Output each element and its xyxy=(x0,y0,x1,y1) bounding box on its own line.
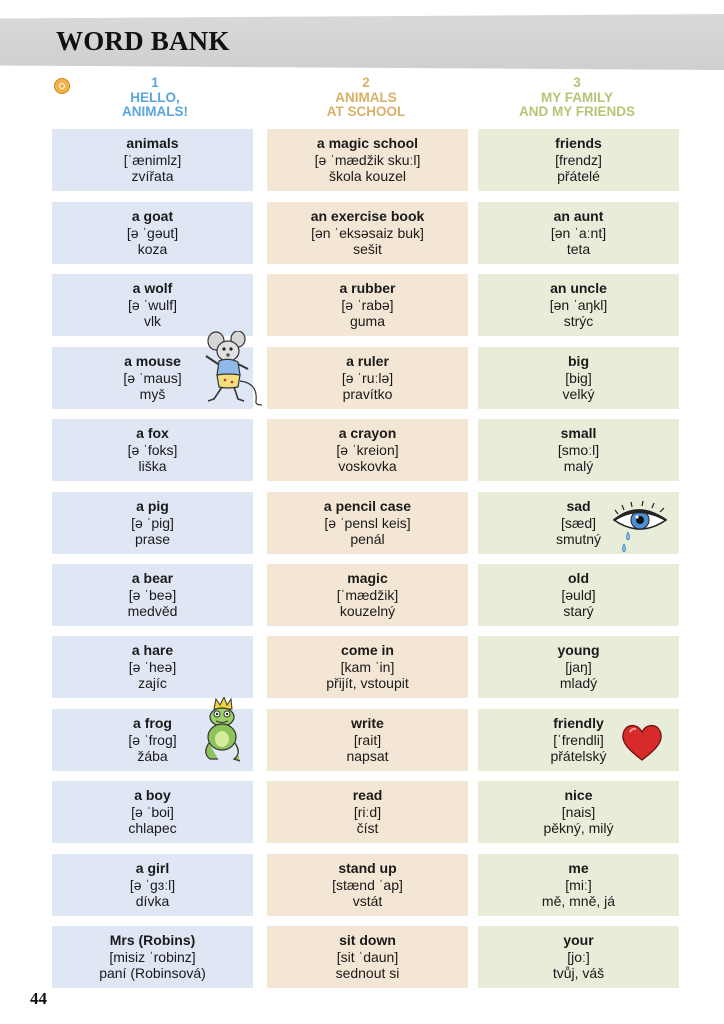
word-card xyxy=(52,854,253,916)
pronunciation: [ən ˈaŋkl] xyxy=(549,296,608,313)
word: a pencil case xyxy=(323,498,412,514)
word: a girl xyxy=(135,860,170,876)
translation: mě, mně, já xyxy=(541,893,616,909)
word: a boy xyxy=(134,787,171,803)
word: young xyxy=(557,642,600,658)
pronunciation: [əuld] xyxy=(561,586,596,603)
word: old xyxy=(568,570,589,586)
word: a rubber xyxy=(339,280,396,296)
word-card xyxy=(478,347,679,409)
word-card xyxy=(478,854,679,916)
word-card xyxy=(52,492,253,554)
pronunciation: [ə ˈfoks] xyxy=(127,441,178,458)
word: your xyxy=(563,932,594,948)
column-title-line: HELLO, xyxy=(130,89,180,105)
word: friends xyxy=(555,135,602,151)
mouse-icon xyxy=(200,331,266,407)
translation: kouzelný xyxy=(339,603,396,619)
word: a hare xyxy=(131,642,174,658)
pronunciation: [big] xyxy=(565,369,592,386)
word-card xyxy=(478,636,679,698)
translation: strýc xyxy=(563,313,594,329)
translation: prase xyxy=(134,531,171,547)
word: a crayon xyxy=(338,425,397,441)
translation: sešit xyxy=(353,241,382,257)
translation: paní (Robinsová) xyxy=(99,965,206,981)
translation: tvůj, váš xyxy=(552,965,605,981)
word: big xyxy=(568,353,589,369)
pronunciation: [nais] xyxy=(561,803,596,820)
word: a fox xyxy=(136,425,169,441)
pronunciation: [ən ˈaːnt] xyxy=(550,224,607,241)
word: write xyxy=(351,715,384,731)
pronunciation: [ə ˈpensl keis] xyxy=(324,514,411,531)
word: come in xyxy=(341,642,394,658)
pronunciation: [ˈfrendli] xyxy=(553,731,604,748)
pronunciation: [riːd] xyxy=(353,803,382,820)
word-card xyxy=(267,129,468,191)
pronunciation: [ə ˈboi] xyxy=(131,803,174,820)
translation: pravítko xyxy=(342,386,393,402)
pronunciation: [ə ˈfrog] xyxy=(128,731,177,748)
translation: dívka xyxy=(135,893,170,909)
column-title-line: ANIMALS xyxy=(335,89,397,105)
word-card xyxy=(267,419,468,481)
translation: zajíc xyxy=(138,675,167,691)
word-card xyxy=(52,926,253,988)
word-card xyxy=(478,274,679,336)
pronunciation: [miː] xyxy=(565,876,592,893)
word-card xyxy=(478,781,679,843)
translation: chlapec xyxy=(128,820,177,836)
word-card xyxy=(267,926,468,988)
pronunciation: [smoːl] xyxy=(557,441,600,458)
word: an uncle xyxy=(550,280,607,296)
page-title: WORD BANK xyxy=(56,26,230,56)
pronunciation: [ə ˈwulf] xyxy=(127,296,177,313)
word-card xyxy=(52,274,253,336)
translation: voskovka xyxy=(338,458,397,474)
word-card xyxy=(52,129,253,191)
word: an aunt xyxy=(553,208,604,224)
column-header-1 xyxy=(55,76,255,120)
pronunciation: [sit ˈdaun] xyxy=(336,948,399,965)
pronunciation: [ə ˈheə] xyxy=(128,658,177,675)
pronunciation: [kam ˈin] xyxy=(340,658,395,675)
translation: guma xyxy=(349,313,386,329)
translation: starý xyxy=(563,603,594,619)
crying-eye-icon xyxy=(610,500,670,558)
pronunciation: [sæd] xyxy=(560,514,596,531)
word-card xyxy=(267,492,468,554)
word: a magic school xyxy=(316,135,419,151)
column-number: 2 xyxy=(362,75,370,90)
word-card xyxy=(52,564,253,626)
pronunciation: [joː] xyxy=(567,948,590,965)
word-card xyxy=(478,419,679,481)
word-card xyxy=(52,202,253,264)
translation: pěkný, milý xyxy=(543,820,614,836)
word: stand up xyxy=(338,860,397,876)
translation: penál xyxy=(350,531,385,547)
word-card xyxy=(267,636,468,698)
pronunciation: [ə ˈgəut] xyxy=(126,224,179,241)
translation: mladý xyxy=(559,675,598,691)
pronunciation: [ə ˈmaus] xyxy=(123,369,182,386)
word-card xyxy=(267,709,468,771)
pronunciation: [ə ˈrabə] xyxy=(341,296,394,313)
word: Mrs (Robins) xyxy=(109,932,196,948)
translation: zvířata xyxy=(131,168,174,184)
translation: vlk xyxy=(143,313,162,329)
translation: napsat xyxy=(346,748,389,764)
word: small xyxy=(560,425,597,441)
word-card xyxy=(478,564,679,626)
translation: smutný xyxy=(555,531,602,547)
word: an exercise book xyxy=(310,208,425,224)
translation: vstát xyxy=(352,893,383,909)
column-title-line: MY FAMILY xyxy=(540,89,613,105)
word: a goat xyxy=(131,208,174,224)
word: magic xyxy=(347,570,388,586)
translation: koza xyxy=(137,241,168,257)
translation: žába xyxy=(137,748,168,764)
pronunciation: [ə ˈruːlə] xyxy=(341,369,394,386)
translation: myš xyxy=(139,386,166,402)
translation: sednout si xyxy=(335,965,400,981)
heart-icon xyxy=(620,722,664,762)
frog-icon xyxy=(200,697,244,767)
translation: malý xyxy=(563,458,594,474)
column-title-line: ANIMALS! xyxy=(122,104,188,119)
column-title-line: AT SCHOOL xyxy=(326,104,406,119)
word: a ruler xyxy=(346,353,389,369)
word: me xyxy=(568,860,589,876)
pronunciation: [ə ˈbeə] xyxy=(128,586,177,603)
translation: medvěd xyxy=(127,603,178,619)
word: sit down xyxy=(339,932,396,948)
pronunciation: [ˈænimlz] xyxy=(123,151,182,168)
translation: přátelský xyxy=(550,748,607,764)
translation: liška xyxy=(138,458,167,474)
pronunciation: [jaŋ] xyxy=(565,658,592,675)
column-number: 3 xyxy=(573,75,581,90)
word-card xyxy=(478,202,679,264)
word: a mouse xyxy=(124,353,181,369)
pronunciation: [ən ˈeksəsaiz buk] xyxy=(311,224,424,241)
word: sad xyxy=(566,498,591,514)
translation: číst xyxy=(356,820,379,836)
pronunciation: [ˈmædžik] xyxy=(336,586,399,603)
word: animals xyxy=(126,135,179,151)
translation: přátelé xyxy=(557,168,600,184)
word-card xyxy=(52,419,253,481)
column-header-3 xyxy=(477,76,677,120)
word: read xyxy=(352,787,383,803)
word-card xyxy=(267,781,468,843)
column-title-line: AND MY FRIENDS xyxy=(518,104,635,119)
word-card xyxy=(52,781,253,843)
pronunciation: [ə ˈkreion] xyxy=(336,441,399,458)
pronunciation: [misiz ˈrobinz] xyxy=(109,948,196,965)
pronunciation: [ə ˈmædžik skuːl] xyxy=(314,151,421,168)
pronunciation: [ə ˈgɜːl] xyxy=(129,876,176,893)
word: a bear xyxy=(131,570,174,586)
word-card xyxy=(478,129,679,191)
word-card xyxy=(267,202,468,264)
pronunciation: [ə ˈpig] xyxy=(131,514,174,531)
translation: přijít, vstoupit xyxy=(326,675,409,691)
column-header-2 xyxy=(266,76,466,120)
pronunciation: [stænd ˈap] xyxy=(332,876,403,893)
word: a frog xyxy=(133,715,172,731)
pronunciation: [frendz] xyxy=(555,151,602,168)
word: a pig xyxy=(136,498,169,514)
pronunciation: [rait] xyxy=(353,731,382,748)
word: nice xyxy=(564,787,593,803)
word: a wolf xyxy=(132,280,173,296)
word-card xyxy=(478,926,679,988)
word: friendly xyxy=(553,715,604,731)
word-card xyxy=(267,854,468,916)
word-card xyxy=(267,564,468,626)
word-card xyxy=(267,347,468,409)
word-card xyxy=(267,274,468,336)
word-card xyxy=(52,636,253,698)
translation: teta xyxy=(566,241,591,257)
translation: škola kouzel xyxy=(328,168,407,184)
column-number: 1 xyxy=(151,75,159,90)
translation: velký xyxy=(562,386,595,402)
page-number: 44 xyxy=(30,989,47,1008)
